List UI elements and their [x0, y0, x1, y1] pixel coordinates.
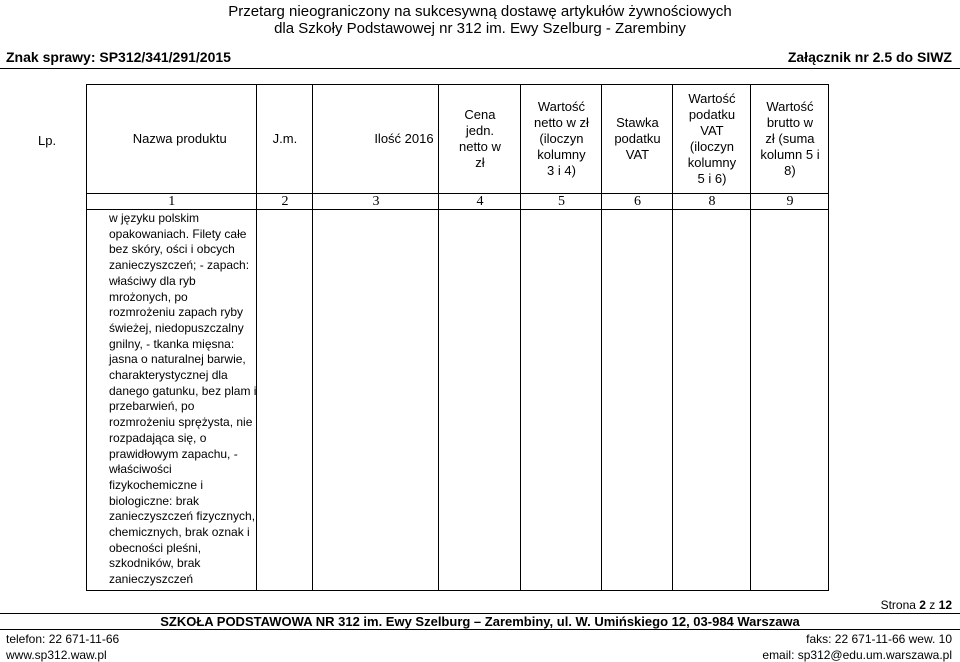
- fax-number: faks: 22 671-11-66 wew. 10: [806, 632, 952, 646]
- column-number: 8: [673, 194, 751, 210]
- unit-price-cell: [439, 210, 521, 591]
- header-unit-price: Cena jedn. netto w zł: [439, 85, 521, 194]
- unit-cell: [257, 210, 313, 591]
- column-number: 1: [87, 194, 257, 210]
- footer-divider-2: [0, 629, 960, 630]
- header-unit: J.m.: [257, 85, 313, 194]
- header-vat-rate: Stawka podatku VAT: [602, 85, 673, 194]
- vat-value-cell: [673, 210, 751, 591]
- page-indicator: Strona 2 z 12: [880, 598, 952, 612]
- email-link[interactable]: email: sp312@edu.um.warszawa.pl: [762, 648, 952, 662]
- column-number: 3: [313, 194, 439, 210]
- column-number: 5: [521, 194, 602, 210]
- phone-number: telefon: 22 671-11-66: [6, 632, 120, 646]
- header-vat-value: Wartość podatku VAT (iloczyn kolumny 5 i 6): [673, 85, 751, 194]
- column-number: 2: [257, 194, 313, 210]
- table-row: [87, 210, 829, 591]
- price-table: [86, 84, 829, 591]
- header-divider: [0, 68, 960, 69]
- school-address: SZKOŁA PODSTAWOWA NR 312 im. Ewy Szelburg – Zarembiny, ul. W. Umińskiego 12, 03-984 Warszawa: [160, 614, 800, 629]
- website-link[interactable]: www.sp312.waw.pl: [6, 648, 107, 662]
- header-net-value: Wartość netto w zł (iloczyn kolumny 3 i 4): [521, 85, 602, 194]
- case-number: Znak sprawy: SP312/341/291/2015: [6, 49, 231, 65]
- attachment-label: Załącznik nr 2.5 do SIWZ: [787, 49, 952, 65]
- header-gross-value: Wartość brutto w zł (suma kolumn 5 i 8): [751, 85, 829, 194]
- table-header-row: [87, 85, 829, 194]
- tender-title-line-2: dla Szkoły Podstawowej nr 312 im. Ewy Szelburg - Zarembiny: [274, 20, 686, 37]
- gross-value-cell: [751, 210, 829, 591]
- tender-title-line-1: Przetarg nieograniczony na sukcesywną dostawę artykułów żywnościowych: [228, 3, 732, 20]
- column-number-row: [87, 194, 829, 210]
- quantity-cell: [313, 210, 439, 591]
- header-quantity: Ilość 2016: [313, 85, 439, 194]
- column-number: 6: [602, 194, 673, 210]
- net-value-cell: [521, 210, 602, 591]
- lp-header: Lp.: [38, 133, 57, 148]
- column-number: 9: [751, 194, 829, 210]
- column-number: 4: [439, 194, 521, 210]
- vat-rate-cell: [602, 210, 673, 591]
- header-product-name: Nazwa produktu: [87, 85, 257, 194]
- product-description: w języku polskim opakowaniach. Filety całe bez skóry, ości i obcych zanieczyszczeń; - zapach: właściwy dla ryb mrożonych, po rozmrożeniu zapach ryby świeżej, niedopuszczalny gnilny, - tkanka mięsna: jasna o naturalnej barwie, charakterystycznej dla danego gatunku, bez plam i przebarwień, po rozmrożeniu sprężysta, nie rozpadająca się, o prawidłowym zapachu, - właściwości fizykochemiczne i biologiczne: brak zanieczyszczeń fizycznych, chemicznych, brak oznak i obecności pleśni, szkodników, brak zanieczyszczeń: [87, 210, 257, 591]
